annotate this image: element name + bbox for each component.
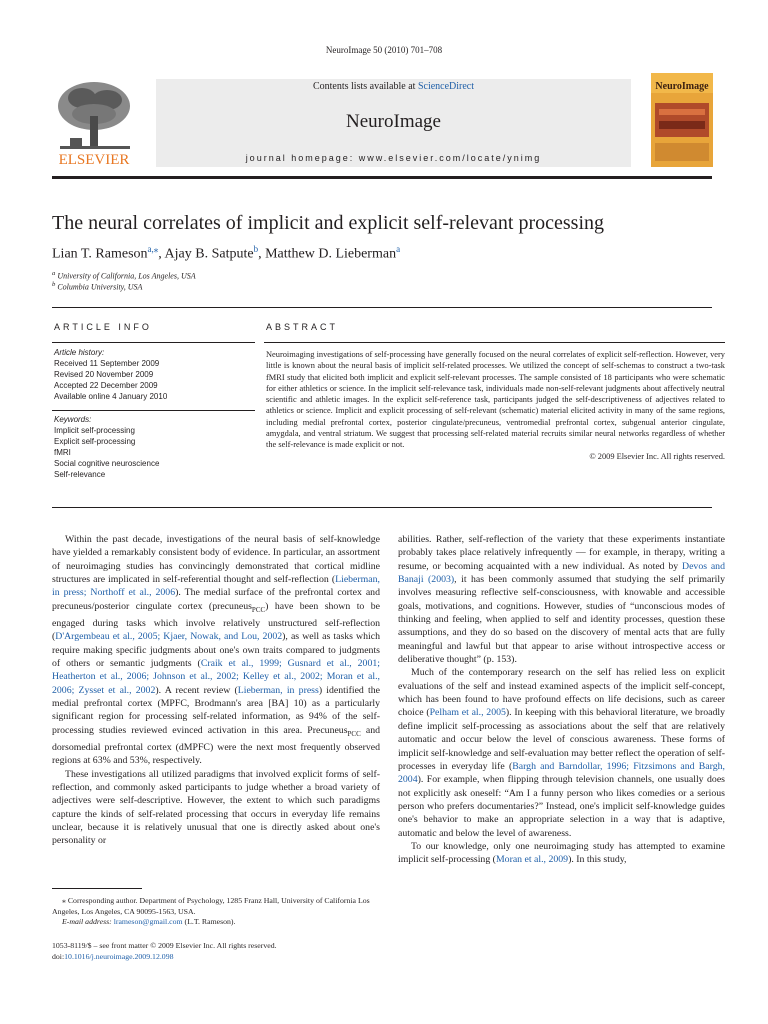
footnote	[52, 896, 380, 928]
article-history	[54, 347, 254, 402]
issn-line: 1053-8119/$ – see front matter © 2009 Elsevier Inc. All rights reserved.	[52, 941, 277, 950]
text-run: and dorsomedial prefrontal cortex (dMPFC) were the next most frequently observed regions at 63% and 53%, respectively.	[52, 724, 380, 767]
email-link[interactable]: lrameson@gmail.com	[113, 917, 183, 926]
paragraph	[52, 533, 380, 768]
affiliation: $^b$ Columbia University, USA	[52, 281, 143, 292]
author-affil-marker[interactable]: a,⁎	[147, 244, 159, 254]
subscript: PCC	[347, 729, 361, 738]
abstract-rule	[264, 342, 725, 343]
header-divider	[52, 307, 712, 308]
elsevier-tree-icon	[52, 76, 136, 170]
history-label: Article history:	[54, 348, 105, 357]
corresponding-author: Corresponding author. Department of Psychology, 1285 Franz Hall, University of California Los Angeles, Los Angeles, CA 90095-1563, USA.	[52, 896, 370, 916]
text-run: ). A recent review (	[155, 684, 238, 696]
history-item: Accepted 22 December 2009	[54, 381, 158, 390]
abstract-heading: ABSTRACT	[266, 322, 339, 332]
text-run: Much of the contemporary research on the self has relied less on explicit evaluations of the self and instead examined aspects of the implicit self-concept, which has been found to have profound effects on life decisions, such as career choice (	[398, 667, 725, 719]
citation-link[interactable]: Craik et al., 1999; Gusnard et al., 2001; Heatherton et al., 2006; Johnson et al., 2002; Kelley et al., 2002; Moran et al., 2006; Zysset et al., 2002	[52, 658, 380, 696]
citation-link[interactable]: Bargh and Barndollar, 1996; Fitzsimons and Bargh, 2004	[398, 760, 725, 786]
issn-block	[52, 941, 380, 962]
body-column-right	[398, 533, 725, 867]
text-run: ). In this study,	[568, 854, 627, 866]
keywords	[54, 414, 254, 480]
article-title: The neural correlates of implicit and explicit self-relevant processing	[52, 212, 605, 234]
text-run: abilities. Rather, self-reflection of the variety that these experiments instantiate probably takes place relatively infrequently — for example, in therapy, writing a resume, or becoming acquainted with a new individual. As noted by	[398, 534, 725, 572]
text-run: ). For example, when flipping through television channels, one usually does not explicitly ask oneself: “Am I a funny person who likes comedies or a serious person who prefers documentaries?” Instead, one's implicit self-knowledge guides one's behavior to make an appropriate selection in a way that is adaptive, automatic and below the level of awareness.	[398, 774, 725, 839]
text-run: To our knowledge, only one neuroimaging study has attempted to examine implicit self-processing (	[398, 840, 725, 866]
keyword: Implicit self-processing	[54, 426, 135, 435]
doi-prefix: doi:	[52, 951, 65, 961]
history-item: Revised 20 November 2009	[54, 370, 154, 379]
author-name: Ajay B. Satpute	[164, 246, 254, 262]
history-item: Received 11 September 2009	[54, 359, 160, 368]
keyword: fMRI	[54, 448, 71, 457]
cover-title: NeuroImage	[655, 81, 709, 92]
body-column-left	[52, 533, 380, 848]
text-run: ) have been shown to be engaged during tasks which involve relatively unstructured self-reflection (	[52, 600, 381, 643]
abstract-text: Neuroimaging investigations of self-processing have generally focused on the neural correlates of explicit self-reflection. However, very little is known about the neural basis of implicit self-related processes. We utilized the concept of self-schemas to construct a two-task fMRI study that elicited both implicit and explicit self-relevant processes. The sample consisted of 18 participants who were schematic for either athletics or science. In the implicit self-relevance task, individuals made non-self-relevant judgments about affectively neutral scientific and athletic images. In the explicit self-reference task, participants judged the self-descriptiveness of adjectives related to athletics or science. Implicit and explicit processing of self-relevant (schematic) material elicited activity in many of the same regions, including medial prefrontal cortex, posterior cingulate/precuneus, ventromedial prefrontal cortex, subgenual anterior cingulate, amygdala, and ventral striatum. We suggest that processing self-related material recruits similar neural networks regardless of whether the self-relevance is made explicit or not.	[266, 350, 725, 450]
keyword: Social cognitive neuroscience	[54, 459, 160, 468]
sciencedirect-link[interactable]: ScienceDirect	[417, 81, 475, 92]
keyword: Explicit self-processing	[54, 437, 136, 446]
contents-prefix: Contents lists available at	[312, 81, 418, 92]
text-run: ) identified the medial prefrontal cortex (MPFC, Brodmann's area [BA] 10) as a particularly significant region for processing self-related information, as 94% of the self-processing studies reviewed evinced activation in this area. Precuneus	[52, 684, 380, 736]
journal-name: NeuroImage	[346, 111, 441, 132]
text-run: , it has been commonly assumed that studying the self primarily involves measuring reflective self-consciousness, with knowable and accessible goals, motivations, and cognitions. However, studies of “unconscious modes of thinking and feeling, when applied to self and identity processes, question these assumptions, and they do so based on the discovery of mental acts that are fully meaningful and lawful but that appear to arise without introspective access or deliberative thought” (p. 153).	[398, 574, 725, 666]
elsevier-wordmark: ELSEVIER	[58, 152, 130, 168]
email-suffix: (L.T. Rameson).	[182, 917, 236, 926]
citation-link[interactable]: Lieberman, in press; Northoff et al., 2006	[52, 574, 380, 599]
article-info-heading: ARTICLE INFO	[54, 322, 152, 332]
copyright: © 2009 Elsevier Inc. All rights reserved.	[589, 451, 725, 461]
author-list: Lian T. Rameson$^{a,⁎}$, Ajay B. Satpute$^b$, Matthew D. Lieberman$^a$	[52, 244, 401, 262]
subscript: PCC	[251, 605, 266, 614]
text-run: ). In keeping with this behavioral literature, we broadly define implicit self-processing as associations about the self that are relatively automatic and occur below the level of conscious awareness. These forms of implicit self-knowledge and self-evaluation may better reflect the operation of self-processes in everyday life (	[398, 707, 725, 772]
citation-link[interactable]: Devos and Banaji (2003)	[398, 560, 725, 586]
affiliation: $^a$ University of California, Los Angeles, USA	[52, 270, 196, 281]
text-run: ), as well as tasks which require making specific judgments about one's own traits compared to judgments of others or semantic judgments (	[52, 631, 380, 670]
homepage-url[interactable]: www.elsevier.com/locate/ynimg	[358, 153, 542, 163]
footnote-marker: ⁎	[62, 896, 66, 905]
citation-link[interactable]: Lieberman, in press	[237, 684, 319, 696]
journal-homepage	[156, 153, 631, 163]
author-affil-marker[interactable]: b	[253, 244, 259, 254]
contents-line	[156, 81, 631, 92]
article-info-rule	[52, 342, 255, 343]
running-head: NeuroImage 50 (2010) 701–708	[325, 45, 443, 55]
doi-link[interactable]: 10.1016/j.neuroimage.2009.12.098	[64, 951, 174, 961]
elsevier-logo	[52, 76, 136, 170]
paragraph	[398, 840, 725, 867]
cover-image	[651, 73, 713, 167]
abstract-body	[266, 349, 725, 462]
paragraph	[398, 666, 725, 839]
paragraph: These investigations all utilized paradigms that involved explicit forms of self-reflection, and commonly asked participants to judge whether a broad variety of adjectives were self-descriptive. However, the extent to which such paradigms capture the kinds of self-related processing that occurs in everyday life remains unclear, because it is relatively unusual that one is directly asked about one's personality or	[52, 768, 380, 847]
citation-link[interactable]: D'Argembeau et al., 2005; Kjaer, Nowak, and Lou, 2002	[55, 631, 283, 643]
history-item: Available online 4 January 2010	[54, 392, 168, 401]
abstract-divider	[52, 507, 712, 508]
text-run: Within the past decade, investigations of the neural basis of self-knowledge have yielded a remarkably consistent body of evidence. In particular, an assortment of neuroimaging studies has convincingly demonstrated that cortical midline structures are implicated in self-referential thought and self-reflection (	[52, 534, 380, 586]
footnote-rule	[52, 888, 142, 889]
homepage-prefix: journal homepage:	[245, 153, 359, 163]
author-name: Lian T. Rameson	[52, 246, 148, 262]
masthead-rule	[52, 176, 712, 179]
author-affil-marker[interactable]: a	[396, 244, 401, 254]
email-label: E-mail address:	[62, 917, 114, 926]
paragraph	[398, 533, 725, 666]
author-name: Matthew D. Lieberman	[265, 246, 397, 262]
keyword: Self-relevance	[54, 470, 106, 479]
citation-link[interactable]: Moran et al., 2009	[495, 854, 569, 866]
article-info-rule	[52, 410, 255, 411]
text-run: ). The medial surface of the prefrontal cortex and precuneus/posterior cingulate cortex (precuneus	[52, 587, 380, 612]
citation-link[interactable]: Pelham et al., 2005	[429, 707, 506, 719]
journal-cover	[651, 73, 713, 167]
keywords-label: Keywords:	[54, 415, 92, 424]
